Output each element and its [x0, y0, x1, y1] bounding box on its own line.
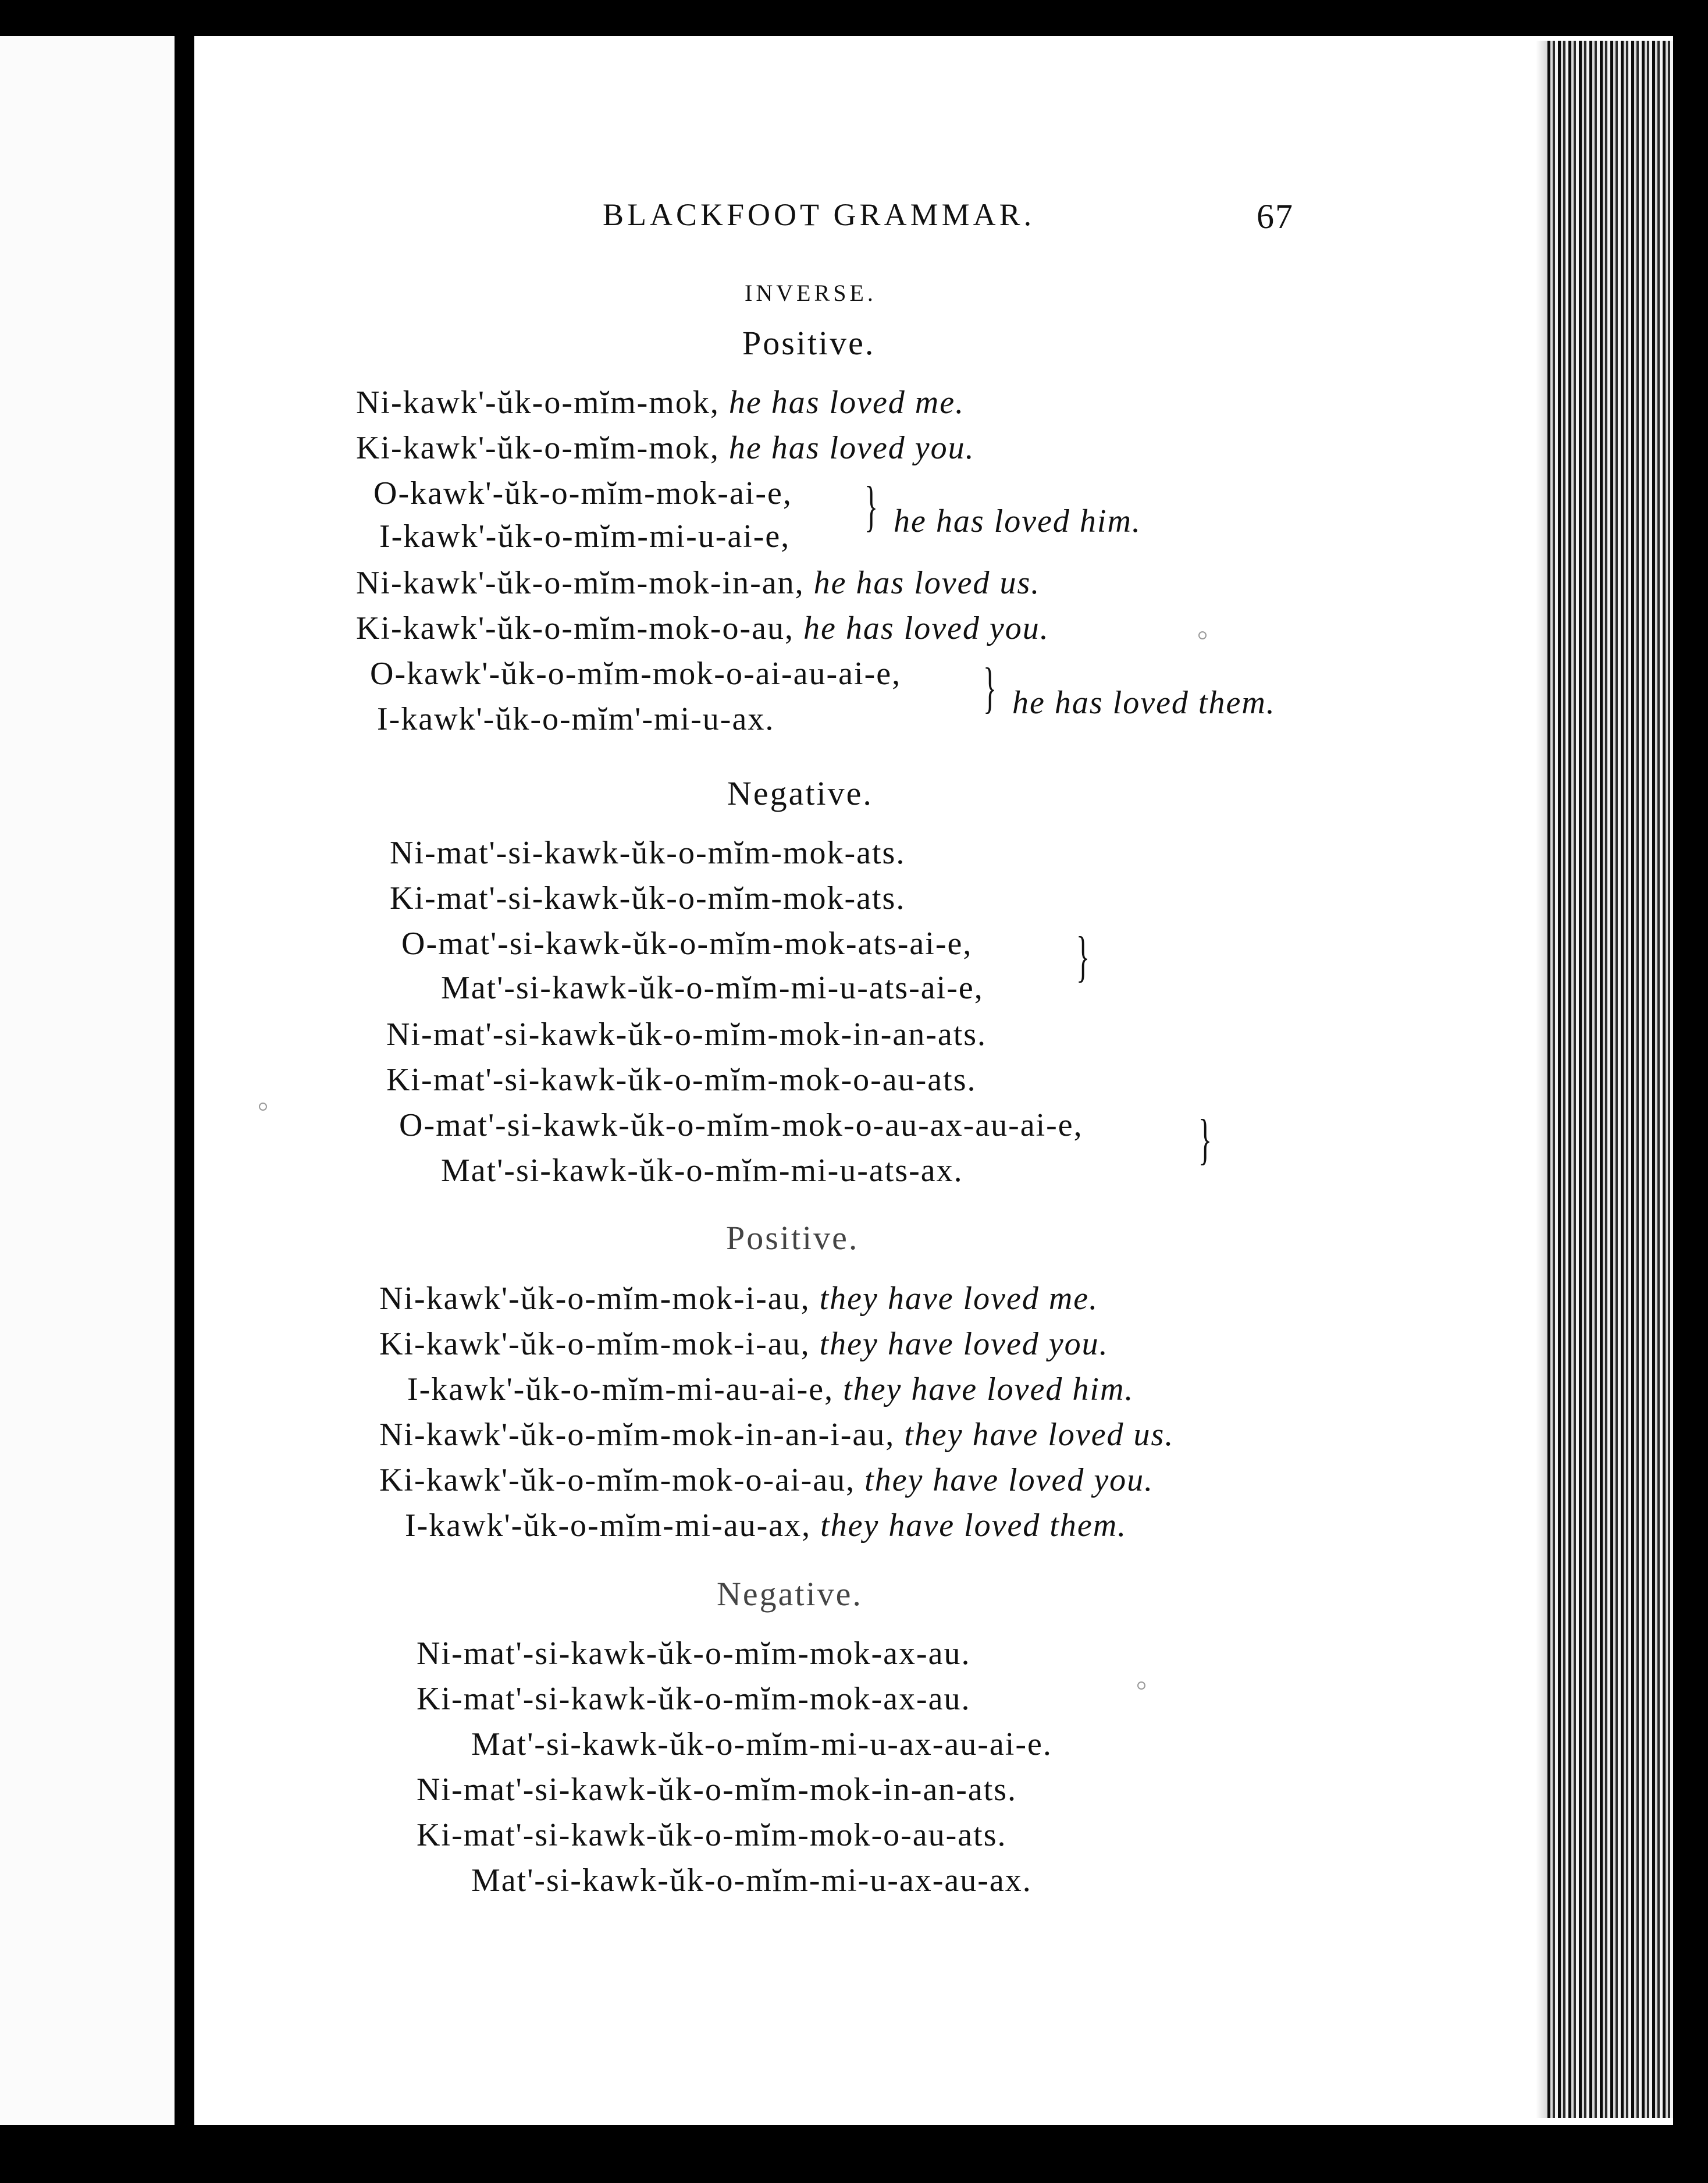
facing-page-edge [0, 36, 175, 2125]
paradigm-line: Ni-kawk'-ŭk-o-mĭm-mok-in-an-i-au, they have loved us. [379, 1417, 1175, 1453]
section-heading-positive: Positive. [726, 1219, 859, 1257]
paradigm-line: Mat'-si-kawk-ŭk-o-mĭm-mi-u-ats-ai-e, [441, 970, 984, 1006]
brace-translation: he has loved him. [894, 503, 1141, 539]
scan-border-top [0, 0, 1708, 36]
paradigm-line: Ni-kawk'-ŭk-o-mĭm-mok-in-an, he has loved us. [356, 565, 1041, 601]
scan-speck [1198, 631, 1207, 639]
paradigm-line: O-kawk'-ŭk-o-mĭm-mok-o-ai-au-ai-e, [370, 656, 902, 692]
section-heading-negative: Negative. [717, 1575, 863, 1613]
paradigm-line: I-kawk'-ŭk-o-mĭm-mi-u-ai-e, [379, 518, 791, 554]
page-number: 67 [1257, 197, 1294, 236]
grouping-brace: } [983, 656, 997, 719]
scan-speck [259, 1103, 267, 1111]
grouping-brace: } [1198, 1108, 1212, 1170]
paradigm-line: Ni-mat'-si-kawk-ŭk-o-mĭm-mok-in-an-ats. [417, 1772, 1017, 1808]
paradigm-line: O-mat'-si-kawk-ŭk-o-mĭm-mok-o-au-ax-au-ai-e, [399, 1107, 1083, 1143]
paradigm-line: Ni-kawk'-ŭk-o-mĭm-mok-i-au, they have loved me. [379, 1281, 1099, 1317]
paradigm-line: O-mat'-si-kawk-ŭk-o-mĭm-mok-ats-ai-e, [401, 926, 973, 962]
paradigm-line: I-kawk'-ŭk-o-mĭm-mi-au-ai-e, they have loved him. [407, 1371, 1134, 1407]
brace-translation: he has loved them. [1012, 685, 1276, 721]
paradigm-line: Ki-mat'-si-kawk-ŭk-o-mĭm-mok-ax-au. [417, 1681, 971, 1717]
paradigm-line: Ni-mat'-si-kawk-ŭk-o-mĭm-mok-ax-au. [417, 1636, 971, 1672]
grouping-brace: } [1076, 925, 1090, 987]
scan-speck [1137, 1681, 1145, 1690]
page-stack-edges [1547, 41, 1673, 2118]
paradigm-line: O-kawk'-ŭk-o-mĭm-mok-ai-e, [373, 475, 792, 511]
paradigm-line: Ki-kawk'-ŭk-o-mĭm-mok-o-au, he has loved you. [356, 610, 1049, 646]
paradigm-line: I-kawk'-ŭk-o-mĭm'-mi-u-ax. [377, 701, 775, 737]
book-gutter [175, 36, 194, 2125]
section-heading-positive: Positive. [742, 324, 876, 362]
paradigm-line: Ki-kawk'-ŭk-o-mĭm-mok-i-au, they have loved you. [379, 1326, 1109, 1362]
paradigm-line: Ni-mat'-si-kawk-ŭk-o-mĭm-mok-ats. [390, 835, 906, 871]
paradigm-line: Ni-kawk'-ŭk-o-mĭm-mok, he has loved me. [356, 385, 965, 421]
paradigm-line: Mat'-si-kawk-ŭk-o-mĭm-mi-u-ats-ax. [441, 1153, 963, 1189]
paradigm-line: Ki-mat'-si-kawk-ŭk-o-mĭm-mok-ats. [390, 880, 906, 916]
section-title: INVERSE. [745, 280, 877, 306]
scan-border-bottom [0, 2125, 1708, 2183]
section-heading-negative: Negative. [727, 774, 873, 812]
paradigm-line: Ki-kawk'-ŭk-o-mĭm-mok-o-ai-au, they have loved you. [379, 1462, 1154, 1498]
paradigm-line: Ki-mat'-si-kawk-ŭk-o-mĭm-mok-o-au-ats. [386, 1062, 977, 1098]
paradigm-line: I-kawk'-ŭk-o-mĭm-mi-au-ax, they have loved them. [405, 1508, 1127, 1544]
paradigm-line: Mat'-si-kawk-ŭk-o-mĭm-mi-u-ax-au-ax. [471, 1862, 1032, 1898]
scan-border-right [1673, 0, 1708, 2183]
paradigm-line: Ni-mat'-si-kawk-ŭk-o-mĭm-mok-in-an-ats. [386, 1016, 987, 1053]
paradigm-line: Ki-mat'-si-kawk-ŭk-o-mĭm-mok-o-au-ats. [417, 1817, 1007, 1853]
grouping-brace: } [864, 475, 878, 537]
running-header-title: BLACKFOOT GRAMMAR. [603, 197, 1036, 232]
paradigm-line: Ki-kawk'-ŭk-o-mĭm-mok, he has loved you. [356, 430, 975, 466]
paradigm-line: Mat'-si-kawk-ŭk-o-mĭm-mi-u-ax-au-ai-e. [471, 1726, 1052, 1762]
